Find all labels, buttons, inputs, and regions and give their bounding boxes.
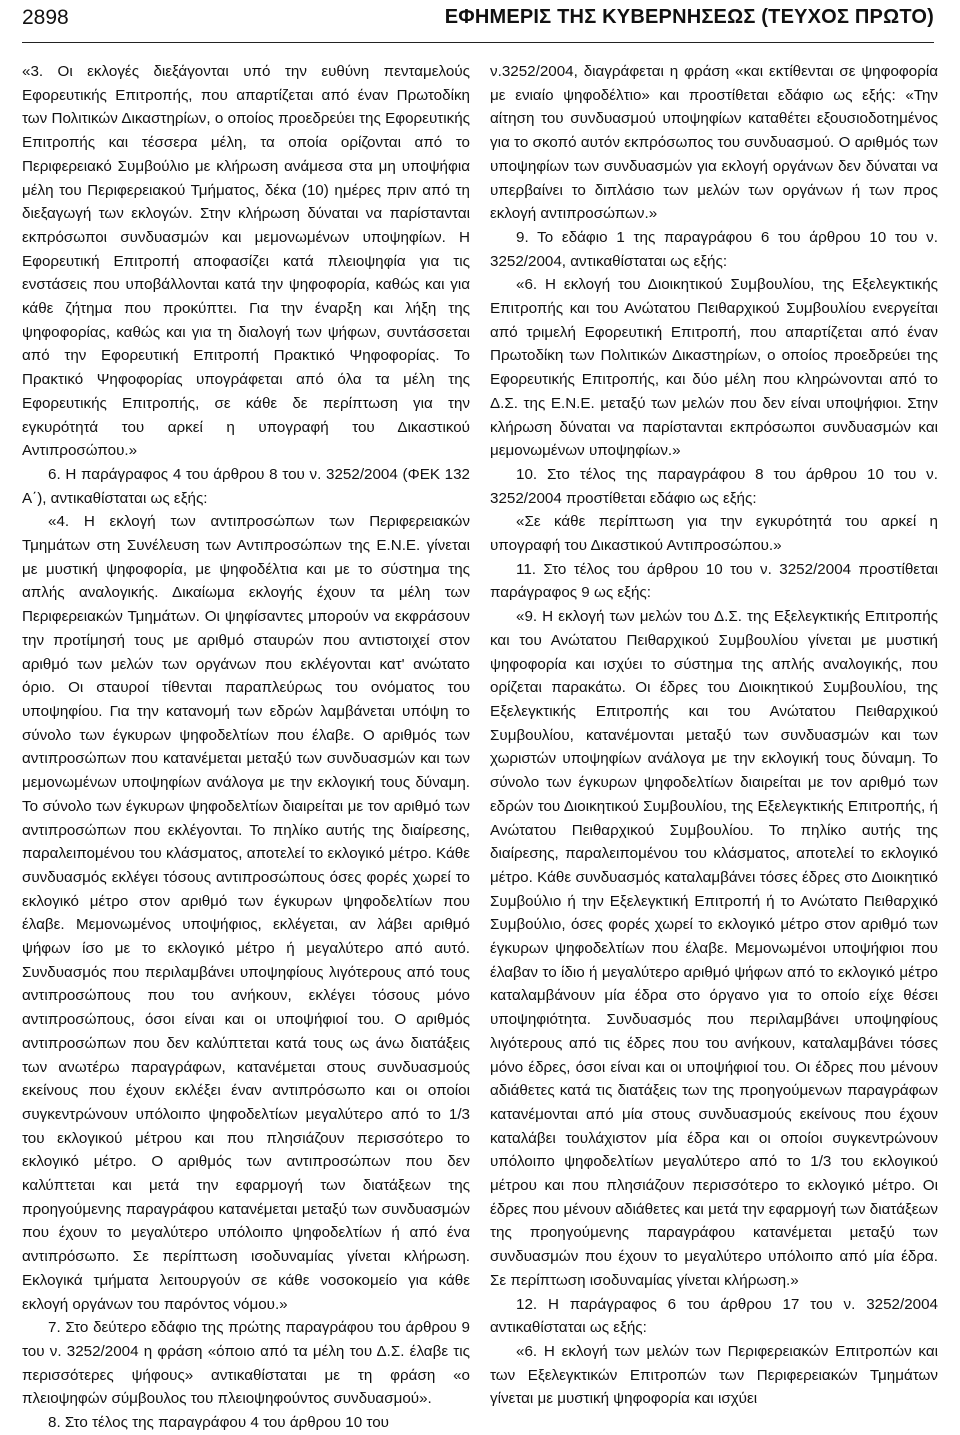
paragraph: ν.3252/2004, διαγράφεται η φράση «και εκτίθενται σε ψηφοφορία με ενιαίο ψηφοδέλτιο» και προστίθεται εδάφιο ως εξής: «Την αίτηση του συνδυασμού υποψηφίων καταθέτει εξουσιοδοτημένος για το σκοπό αυτόν εκπρόσωπος του συνδυασμού. Ο αριθμός των υποψηφίων των συνδυασμών για εκλογή οργάνων δεν δύναται να υπερβαίνει το διπλάσιο των μελών των οργάνων ή των προς εκλογή αντιπροσώπων.»	[490, 63, 938, 223]
paragraph: 9. Το εδάφιο 1 της παραγράφου 6 του άρθρου 10 του ν. 3252/2004, αντικαθίσταται ως εξής:	[490, 228, 938, 270]
paragraph: 6. Η παράγραφος 4 του άρθρου 8 του ν. 3252/2004 (ΦΕΚ 132 Α΄), αντικαθίσταται ως εξής:	[22, 465, 470, 507]
paragraph: «3. Οι εκλογές διεξάγονται υπό την ευθύνη πενταμελούς Εφορευτικής Επιτροπής, που απαρτίζεται από έναν Πρωτοδίκη των Πολιτικών Δικαστηρίων, ο οποίος προεδρεύει της Εφορευτικής Επιτροπής και τέσσερα μέλη, τα οποία ορίζονται από το Περιφερειακό Συμβούλιο με κλήρωση ανάμεσα στα μη υποψήφια μέλη του Περιφερειακού Τμήματος, δέκα (10) ημέρες πριν από τη διεξαγωγή των εκλογών. Στην κλήρωση δύναται να παρίστανται εκπρόσωποι συνδυασμών και μεμονωμένων υποψηφίων. Η Εφορευτική Επιτροπή αποφασίζει κατά πλειοψηφία για τις ενστάσεις που υποβάλλονται κατά την ψηφοφορία, καθώς και για κάθε ζήτημα που προκύπτει. Για την έναρξη και λήξη της ψηφοφορίας, καθώς και για τη διαλογή των ψήφων, συντάσσεται από την Εφορευτική Επιτροπή Πρακτικό Ψηφοφορίας. Το Πρακτικό Ψηφοφορίας υπογράφεται από όλα τα μέλη της Εφορευτικής Επιτροπής, σε κάθε δε περίπτωση για την εγκυρότητά του αρκεί η υπογραφή του Δικαστικού Αντιπροσώπου.»	[22, 63, 470, 460]
paragraph: 7. Στο δεύτερο εδάφιο της πρώτης παραγράφου του άρθρου 9 του ν. 3252/2004 η φράση «όποιο από τα μέλη του Δ.Σ. έλαβε τις περισσότερες ψήφους» αντικαθίσταται με τη φράση «ο πλειοψηφών σύμβουλος του πλειοψηφούντος συνδυασμού».	[22, 1319, 470, 1408]
header-rule	[22, 42, 934, 43]
paragraph: «6. Η εκλογή του Διοικητικού Συμβουλίου, της Εξελεγκτικής Επιτροπής και του Ανώτατου Πειθαρχικού Συμβουλίου ενεργείται από τριμελή Εφορευτική Επιτροπή, που απαρτίζεται από έναν Πρωτοδίκη των Πολιτικών Δικαστηρίων, ο οποίος προεδρεύει της Εφορευτικής Επιτροπής, και δύο μέλη που κληρώνονται από το Δ.Σ. της Ε.Ν.Ε. μεταξύ των μελών που δεν είναι υποψήφιοι. Στην κλήρωση δύναται να παρίστανται εκπρόσωποι συνδυασμών και μεμονωμένων υποψηφίων.»	[490, 276, 938, 460]
left-column	[22, 60, 470, 1432]
paragraph: 10. Στο τέλος της παραγράφου 8 του άρθρου 10 του ν. 3252/2004 προστίθεται εδάφιο ως εξής:	[490, 465, 938, 507]
paragraph: 8. Στο τέλος της παραγράφου 4 του άρθρου 10 του	[48, 1414, 389, 1432]
paragraph: «6. Η εκλογή των μελών των Περιφερειακών Επιτροπών και των Εξελεγκτικών Επιτροπών των Περιφερειακών Τμημάτων γίνεται με μυστική ψηφοφορία και ισχύει	[490, 1342, 938, 1408]
page-number: 2898	[22, 6, 69, 29]
right-column	[490, 60, 938, 1410]
paragraph: «9. Η εκλογή των μελών του Δ.Σ. της Εξελεγκτικής Επιτροπής και του Ανώτατου Πειθαρχικού Συμβουλίου γίνεται με μυστική ψηφοφορία και ισχύει το σύστημα της απλής αναλογικής, που ορίζεται παρακάτω. Οι έδρες του Διοικητικού Συμβουλίου, της Εξελεγκτικής Επιτροπής και του Ανώτατου Πειθαρχικού Συμβουλίου, κατανέμονται μεταξύ των συνδυασμών και των χωριστών υποψηφίων ανάλογα με την εκλογική τους δύναμη. Το σύνολο των έγκυρων ψηφοδελτίων διαιρείται με τον αριθμό των εδρών του Διοικητικού Συμβουλίου, της Εξελεγκτικής Επιτροπής, ή Ανώτατου Πειθαρχικού Συμβουλίου. Το πηλίκο αυτής της διαίρεσης, παραλειπομένου του κλάσματος, αποτελεί το εκλογικό μέτρο. Κάθε συνδυασμός καταλαμβάνει τόσες έδρες στο Διοικητικό Συμβούλιο ή την Εξελεγκτική Επιτροπή ή το Ανώτατο Πειθαρχικό Συμβούλιο, όσες φορές χωρεί το εκλογικό μέτρο στον αριθμό των έγκυρων ψηφοδελτίων που έλαβε. Μεμονωμένοι υποψήφιοι που έλαβαν το ίδιο ή μεγαλύτερο αριθμό ψήφων από το εκλογικό μέτρο καταλαμβάνουν μία έδρα στο όργανο για το οποίο είχε θέσει υποψηφιότητα. Συνδυασμός που περιλαμβάνει υποψηφίους λιγότερους από τις έδρες που του ανήκουν, καταλαμβάνει τόσες μόνο έδρες, όσοι είναι και οι υποψήφιοί του. Οι έδρες που μένουν αδιάθετες κατά τις διατάξεις των της προηγούμενων παραγράφων κατανέμονται από μία στους συνδυασμούς εκείνους που έχουν καταλάβει τουλάχιστον μία έδρα και οι οποίοι συγκεντρώνουν υπόλοιπο ψηφοδελτίων μεγαλύτερο από το 1/3 του εκλογικού μέτρου και που πλησιάζουν περισσότερο το εκλογικό μέτρο. Οι έδρες που μένουν αδιάθετες και μετά την εφαρμογή των διατάξεων της προηγούμενης παραγράφου κατανέμεται μεταξύ των συνδυασμών που έχουν το μεγαλύτερο υπόλοιπο από μία έδρα. Σε περίπτωση ισοδυναμίας γίνεται κλήρωση.»	[490, 608, 938, 1289]
paragraph: 11. Στο τέλος του άρθρου 10 του ν. 3252/2004 προστίθεται παράγραφος 9 ως εξής:	[490, 560, 938, 602]
paragraph: «Σε κάθε περίπτωση για την εγκυρότητά του αρκεί η υπογραφή του Δικαστικού Αντιπροσώπου.»	[490, 513, 938, 555]
paragraph: «4. Η εκλογή των αντιπροσώπων των Περιφερειακών Τμημάτων στη Συνέλευση των Αντιπροσώπων της Ε.Ν.Ε. γίνεται με μυστική ψηφοφορία, με ψηφοδέλτια και με το σύστημα της απλής αναλογικής. Δικαίωμα εκλογής έχουν τα μέλη των Περιφερειακών Τμημάτων. Οι ψηφίσαντες μπορούν να εκφράσουν την προτίμησή τους με αριθμό σταυρών που αντιστοιχεί στον αριθμό των μελών των οργάνων που εκλέγονται κατ' ανώτατο όριο. Οι σταυροί τίθενται παραπλεύρως του ονόματος του υποψηφίου. Για την κατανομή των εδρών λαμβάνεται υπόψη το σύνολο των έγκυρων ψηφοδελτίων που έλαβε. Ο αριθμός των αντιπροσώπων που κατανέμεται μεταξύ των συνδυασμών και των μεμονωμένων υποψηφίων ανάλογα με την εκλογική τους δύναμη. Το σύνολο των έγκυρων ψηφοδελτίων διαιρείται με τον αριθμό των αντιπροσώπων που εκλέγονται. Το πηλίκο αυτής της διαίρεσης, παραλειπομένου του κλάσματος, αποτελεί το εκλογικό μέτρο. Κάθε συνδυασμός εκλέγει τόσους αντιπροσώπους όσες φορές χωρεί το εκλογικό μέτρο στον αριθμό των έγκυρων ψηφοδελτίων που έλαβε. Μεμονωμένος υποψήφιος, εκλέγεται, αν λάβει αριθμό ψήφων ίσο με το εκλογικό μέτρο ή μεγαλύτερο από αυτό. Συνδυασμός που περιλαμβάνει υποψηφίους λιγότερους από τους αντιπροσώπους που του ανήκουν, εκλέγει τόσους μόνο αντιπροσώπους, όσοι είναι και οι υποψήφιοί του. Ο αριθμός αντιπροσώπων που δεν καλύπτεται κατά τους ως άνω διατάξεις των ανωτέρω παραγράφων, κατανέμεται στους συνδυασμούς εκείνους που έχουν εκλέξει έναν αντιπρόσωπο και οι οποίοι συγκεντρώνουν υπόλοιπο ψηφοδελτίων μεγαλύτερο από το 1/3 του εκλογικού μέτρου και που πλησιάζουν περισσότερο το εκλογικό μέτρο. Ο αριθμός των αντιπροσώπων που δεν καλύπτεται και μετά την εφαρμογή των διατάξεων της προηγούμενης παραγράφου κατανέμεται μεταξύ των συνδυασμών που έχουν το μεγαλύτερο υπόλοιπο ψηφοδελτίων ή από ένα αντιπρόσωπο. Σε περίπτωση ισοδυναμίας γίνεται κλήρωση. Εκλογικά τμήματα λειτουργούν σε κάθε νοσοκομείο για κάθε εκλογή οργάνων του παρόντος νόμου.»	[22, 513, 470, 1313]
paragraph: 12. Η παράγραφος 6 του άρθρου 17 του ν. 3252/2004 αντικαθίσταται ως εξής:	[490, 1295, 938, 1337]
page-header	[22, 6, 934, 36]
journal-title: ΕΦΗΜΕΡΙΣ ΤΗΣ ΚΥΒΕΡΝΗΣΕΩΣ (ΤΕΥΧΟΣ ΠΡΩΤΟ)	[444, 6, 934, 28]
